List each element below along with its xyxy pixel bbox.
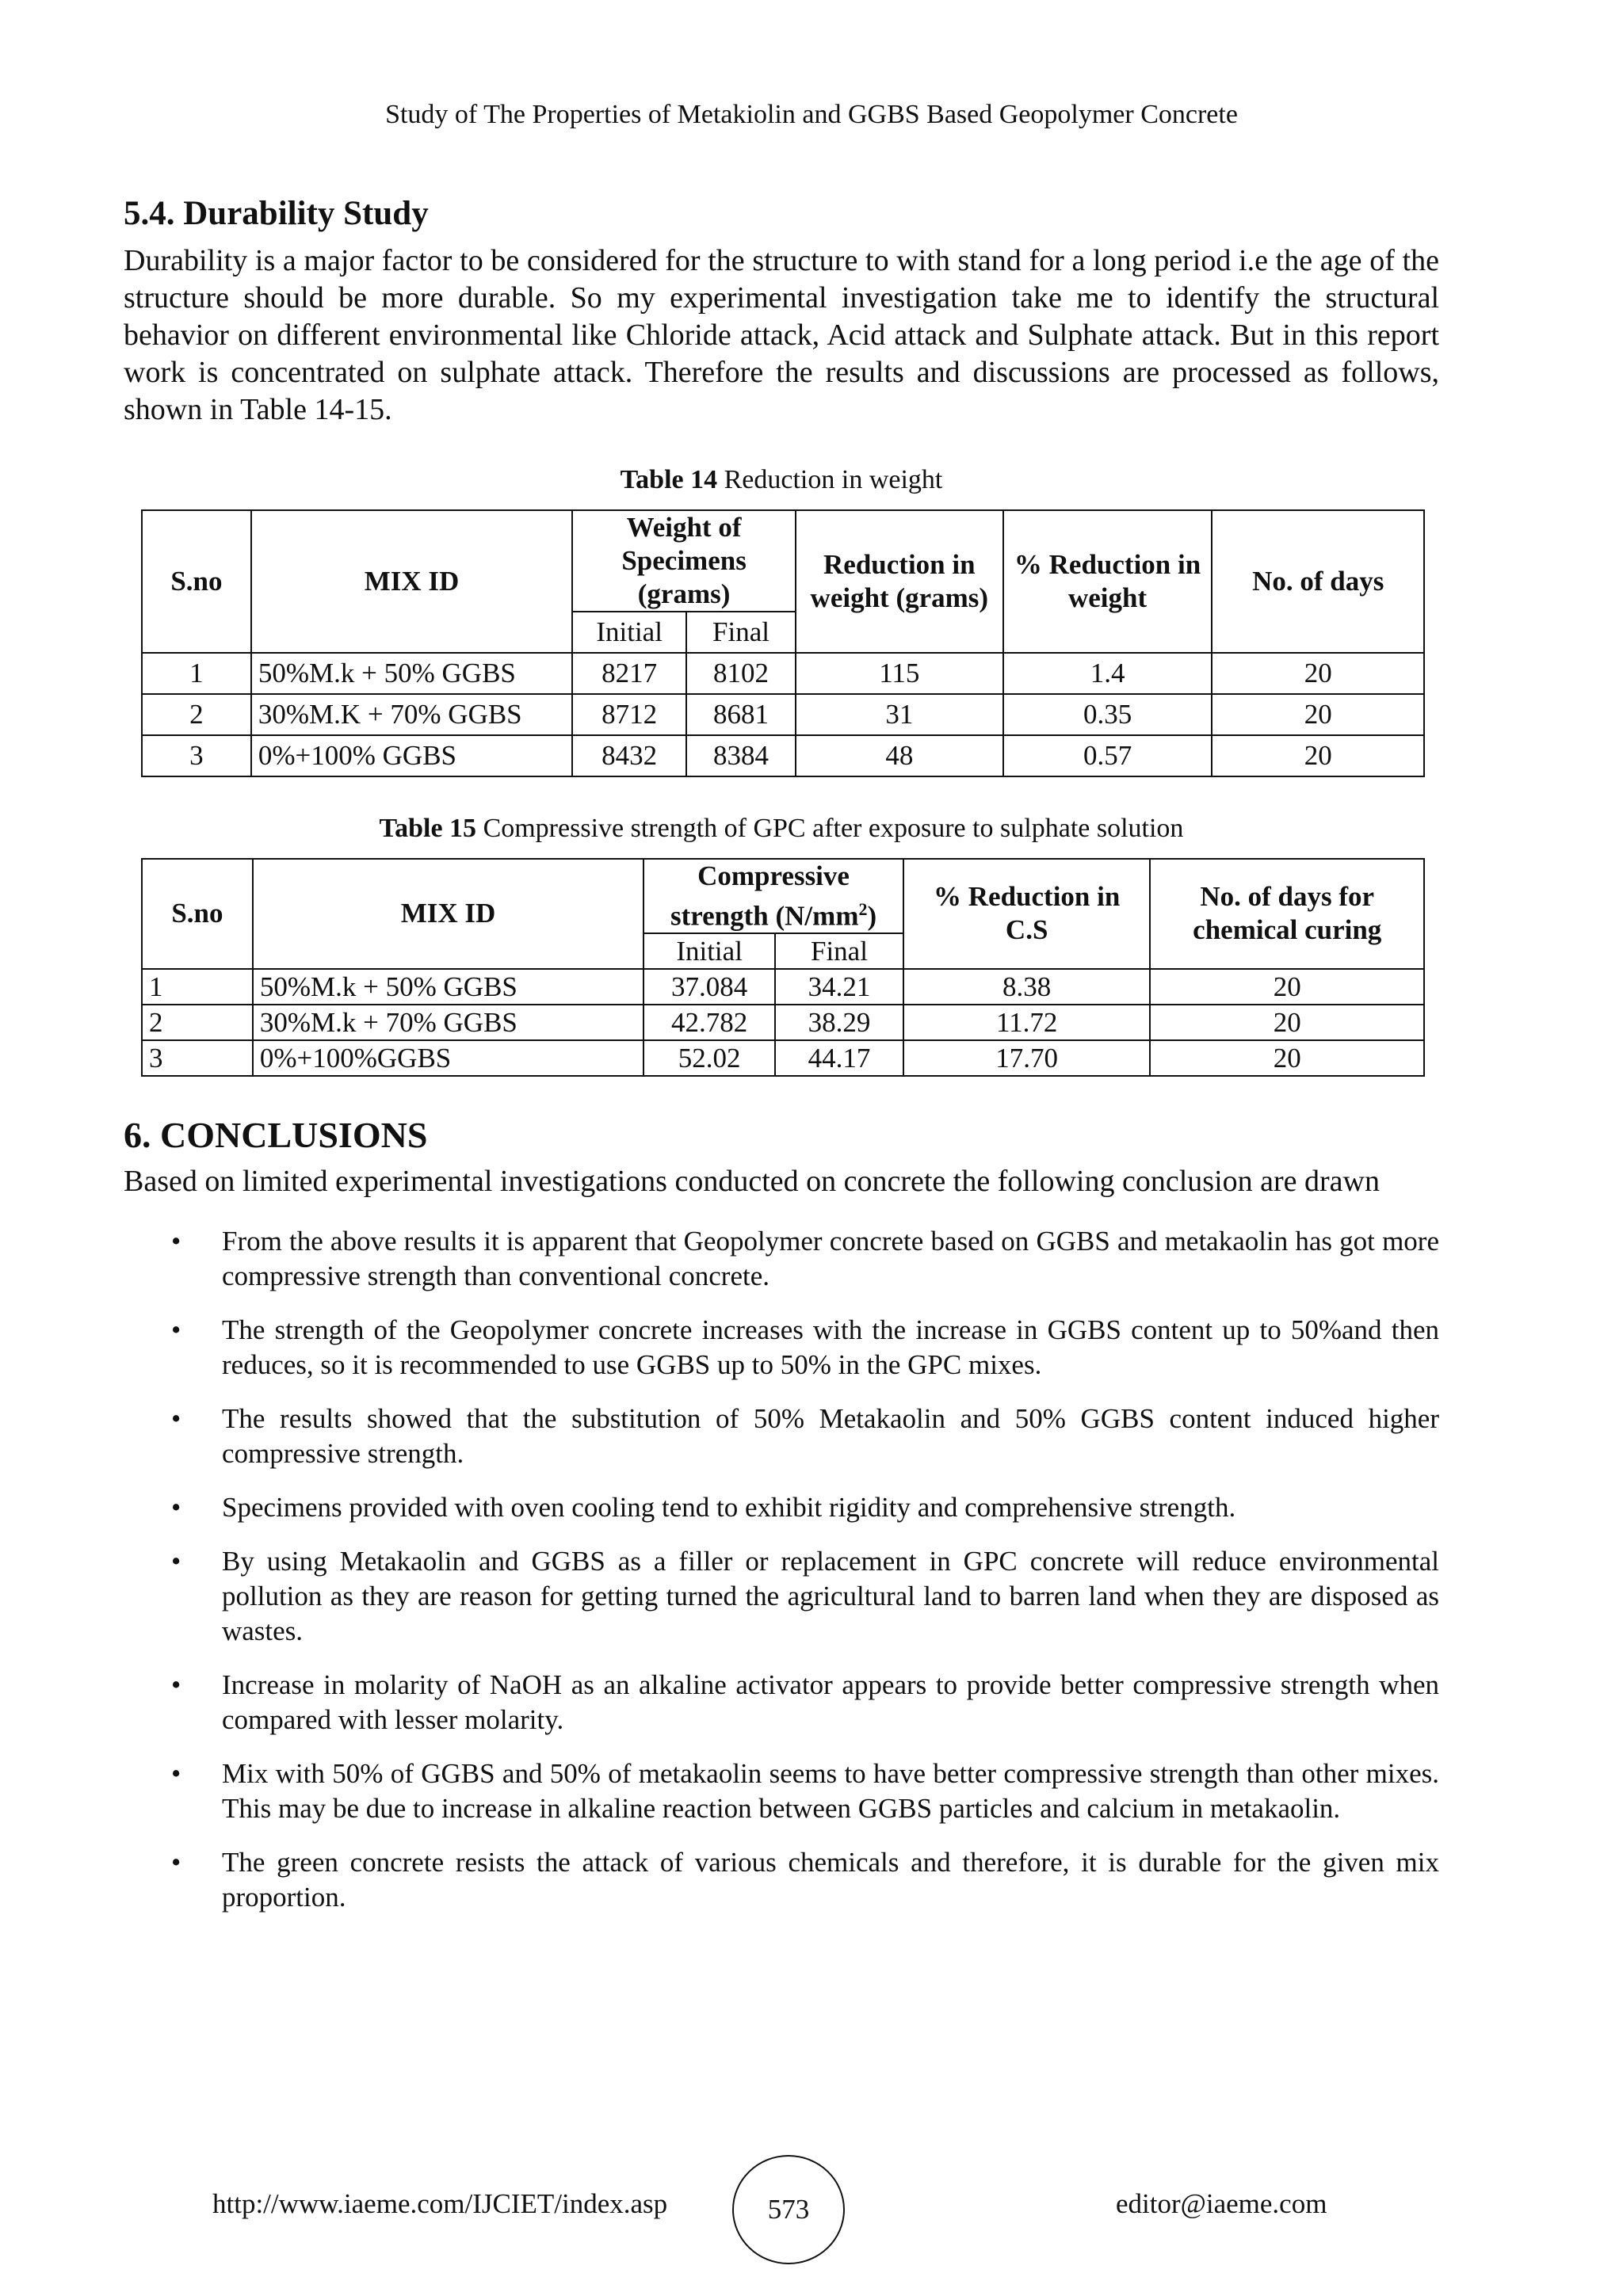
- t14-cell-sno: 2: [142, 694, 251, 735]
- conclusions-list: [124, 1224, 1439, 1915]
- t14-header-final: Final: [686, 612, 796, 653]
- list-item-text: Specimens provided with oven cooling tend to exhibit rigidity and comprehensive strength.: [222, 1492, 1236, 1524]
- list-item-text: Mix with 50% of GGBS and 50% of metakaolin seems to have better compressive strength than other mixes. This may be due to increase in alkaline reaction between GGBS particles and calcium in metakaolin.: [222, 1758, 1439, 1825]
- table-compressive-strength: [141, 858, 1425, 1077]
- bullet-icon: •: [171, 1492, 181, 1524]
- t14-cell-days: 20: [1212, 694, 1424, 735]
- conclusions-intro: Based on limited experimental investigations conducted on concrete the following conclusion are drawn: [124, 1165, 1380, 1199]
- t15-header-mix: MIX ID: [253, 859, 643, 970]
- t14-header-reduction: Reduction in weight (grams): [796, 510, 1003, 653]
- table-row: [142, 653, 1424, 694]
- list-item-text: From the above results it is apparent that Geopolymer concrete based on GGBS and metakaolin has got more compressive strength than conventional concrete.: [222, 1226, 1439, 1292]
- table15-caption-text: Compressive strength of GPC after exposure to sulphate solution: [476, 813, 1184, 843]
- list-item-text: The green concrete resists the attack of various chemicals and therefore, it is durable for the given mix proportion.: [222, 1847, 1439, 1913]
- t14-cell-final: 8102: [686, 653, 796, 694]
- t14-cell-reduction: 31: [796, 694, 1003, 735]
- t15-cell-final: 34.21: [775, 969, 903, 1005]
- t14-header-initial: Initial: [572, 612, 686, 653]
- t15-header-cs: [643, 859, 903, 934]
- list-item: [124, 1756, 1439, 1826]
- table-row: [142, 1040, 1424, 1076]
- table15-caption: [124, 814, 1439, 844]
- t15-cell-initial: 37.084: [643, 969, 775, 1005]
- t15-cell-final: 38.29: [775, 1005, 903, 1040]
- list-item: [124, 1402, 1439, 1471]
- table14-caption-label: Table 14: [620, 464, 718, 494]
- list-item-text: The results showed that the substitution of 50% Metakaolin and 50% GGBS content induced higher compressive strength.: [222, 1403, 1439, 1470]
- running-head: Study of The Properties of Metakiolin and GGBS Based Geopolymer Concrete: [385, 100, 1238, 129]
- t14-header-pct: % Reduction in weight: [1003, 510, 1212, 653]
- bullet-icon: •: [171, 1758, 181, 1790]
- section-heading-conclusions: 6. CONCLUSIONS: [124, 1115, 428, 1156]
- table-reduction-in-weight: [141, 509, 1425, 777]
- t15-header-pct: % Reduction in C.S: [903, 859, 1151, 970]
- t14-cell-sno: 3: [142, 735, 251, 776]
- t15-header-cs-close: ): [867, 900, 877, 932]
- page-footer: [0, 2155, 1623, 2266]
- t14-cell-sno: 1: [142, 653, 251, 694]
- t14-cell-pct: 0.35: [1003, 694, 1212, 735]
- durability-paragraph: Durability is a major factor to be considered for the structure to with stand for a long period i.e the age of the structure should be more durable. So my experimental investigation take me to identify the structural behavior on different environmental like Chloride attack, Acid attack and Sulphate attack. But in this report work is concentrated on sulphate attack. Therefore the results and discussions are processed as follows, shown in Table 14-15.: [124, 243, 1439, 426]
- table15-caption-label: Table 15: [379, 813, 477, 843]
- t14-header-sno: S.no: [142, 510, 251, 653]
- table14-caption-text: Reduction in weight: [717, 464, 943, 494]
- t15-cell-pct: 17.70: [903, 1040, 1151, 1076]
- t15-cell-final: 44.17: [775, 1040, 903, 1076]
- list-item: [124, 1845, 1439, 1915]
- t15-header-days: No. of days for chemical curing: [1150, 859, 1424, 970]
- list-item: [124, 1668, 1439, 1737]
- t15-cell-days: 20: [1150, 1040, 1424, 1076]
- t15-cell-days: 20: [1150, 1005, 1424, 1040]
- list-item-text: The strength of the Geopolymer concrete increases with the increase in GGBS content up to 50%and then reduces, so it is recommended to use GGBS up to 50% in the GPC mixes.: [222, 1314, 1439, 1381]
- table14-caption: [124, 465, 1439, 495]
- t14-header-days: No. of days: [1212, 510, 1424, 653]
- t14-cell-initial: 8432: [572, 735, 686, 776]
- t15-cell-initial: 52.02: [643, 1040, 775, 1076]
- t15-cell-sno: 1: [142, 969, 253, 1005]
- t15-cell-mix: 0%+100%GGBS: [253, 1040, 643, 1076]
- t14-header-mix: MIX ID: [251, 510, 572, 653]
- t15-cell-mix: 30%M.k + 70% GGBS: [253, 1005, 643, 1040]
- t14-cell-initial: 8712: [572, 694, 686, 735]
- t14-cell-days: 20: [1212, 653, 1424, 694]
- bullet-icon: •: [171, 1669, 181, 1701]
- t15-cell-pct: 11.72: [903, 1005, 1151, 1040]
- t15-cell-initial: 42.782: [643, 1005, 775, 1040]
- footer-url-link[interactable]: http://www.iaeme.com/IJCIET/index.asp: [212, 2188, 668, 2219]
- list-item: [124, 1490, 1439, 1525]
- footer-email-link[interactable]: editor@iaeme.com: [1116, 2188, 1327, 2219]
- t15-cell-pct: 8.38: [903, 969, 1151, 1005]
- t14-cell-mix: 50%M.k + 50% GGBS: [251, 653, 572, 694]
- t15-cell-sno: 3: [142, 1040, 253, 1076]
- table-row: [142, 969, 1424, 1005]
- t14-cell-mix: 0%+100% GGBS: [251, 735, 572, 776]
- t14-cell-days: 20: [1212, 735, 1424, 776]
- bullet-icon: •: [171, 1226, 181, 1257]
- t14-cell-pct: 1.4: [1003, 653, 1212, 694]
- bullet-icon: •: [171, 1314, 181, 1346]
- t15-cell-mix: 50%M.k + 50% GGBS: [253, 969, 643, 1005]
- t15-header-initial: Initial: [643, 933, 775, 969]
- t15-header-sno: S.no: [142, 859, 253, 970]
- t14-cell-final: 8681: [686, 694, 796, 735]
- table-row: [142, 735, 1424, 776]
- t15-cell-sno: 2: [142, 1005, 253, 1040]
- t14-cell-initial: 8217: [572, 653, 686, 694]
- page-content: [124, 193, 1439, 1934]
- list-item: [124, 1313, 1439, 1383]
- t15-cell-days: 20: [1150, 969, 1424, 1005]
- list-item-text: By using Metakaolin and GGBS as a filler or replacement in GPC concrete will reduce environmental pollution as they are reason for getting turned the agricultural land to barren land when they are disposed as wastes.: [222, 1546, 1439, 1647]
- list-item: [124, 1224, 1439, 1294]
- t14-cell-reduction: 48: [796, 735, 1003, 776]
- t14-cell-final: 8384: [686, 735, 796, 776]
- t15-header-final: Final: [775, 933, 903, 969]
- page-number: 573: [732, 2155, 845, 2264]
- table-row: [142, 694, 1424, 735]
- t14-cell-mix: 30%M.K + 70% GGBS: [251, 694, 572, 735]
- t14-header-weight: Weight of Specimens (grams): [572, 510, 796, 612]
- t15-header-cs-line2: strength (N/mm: [670, 900, 859, 932]
- bullet-icon: •: [171, 1847, 181, 1878]
- t14-cell-pct: 0.57: [1003, 735, 1212, 776]
- bullet-icon: •: [171, 1546, 181, 1577]
- bullet-icon: •: [171, 1403, 181, 1435]
- t15-header-cs-line1: Compressive: [697, 860, 850, 891]
- list-item-text: Increase in molarity of NaOH as an alkaline activator appears to provide better compressive strength when compared with lesser molarity.: [222, 1669, 1439, 1736]
- t14-cell-reduction: 115: [796, 653, 1003, 694]
- list-item: [124, 1544, 1439, 1649]
- t15-header-cs-sup: 2: [858, 898, 868, 919]
- section-heading-durability: 5.4. Durability Study: [124, 195, 429, 232]
- table-row: [142, 1005, 1424, 1040]
